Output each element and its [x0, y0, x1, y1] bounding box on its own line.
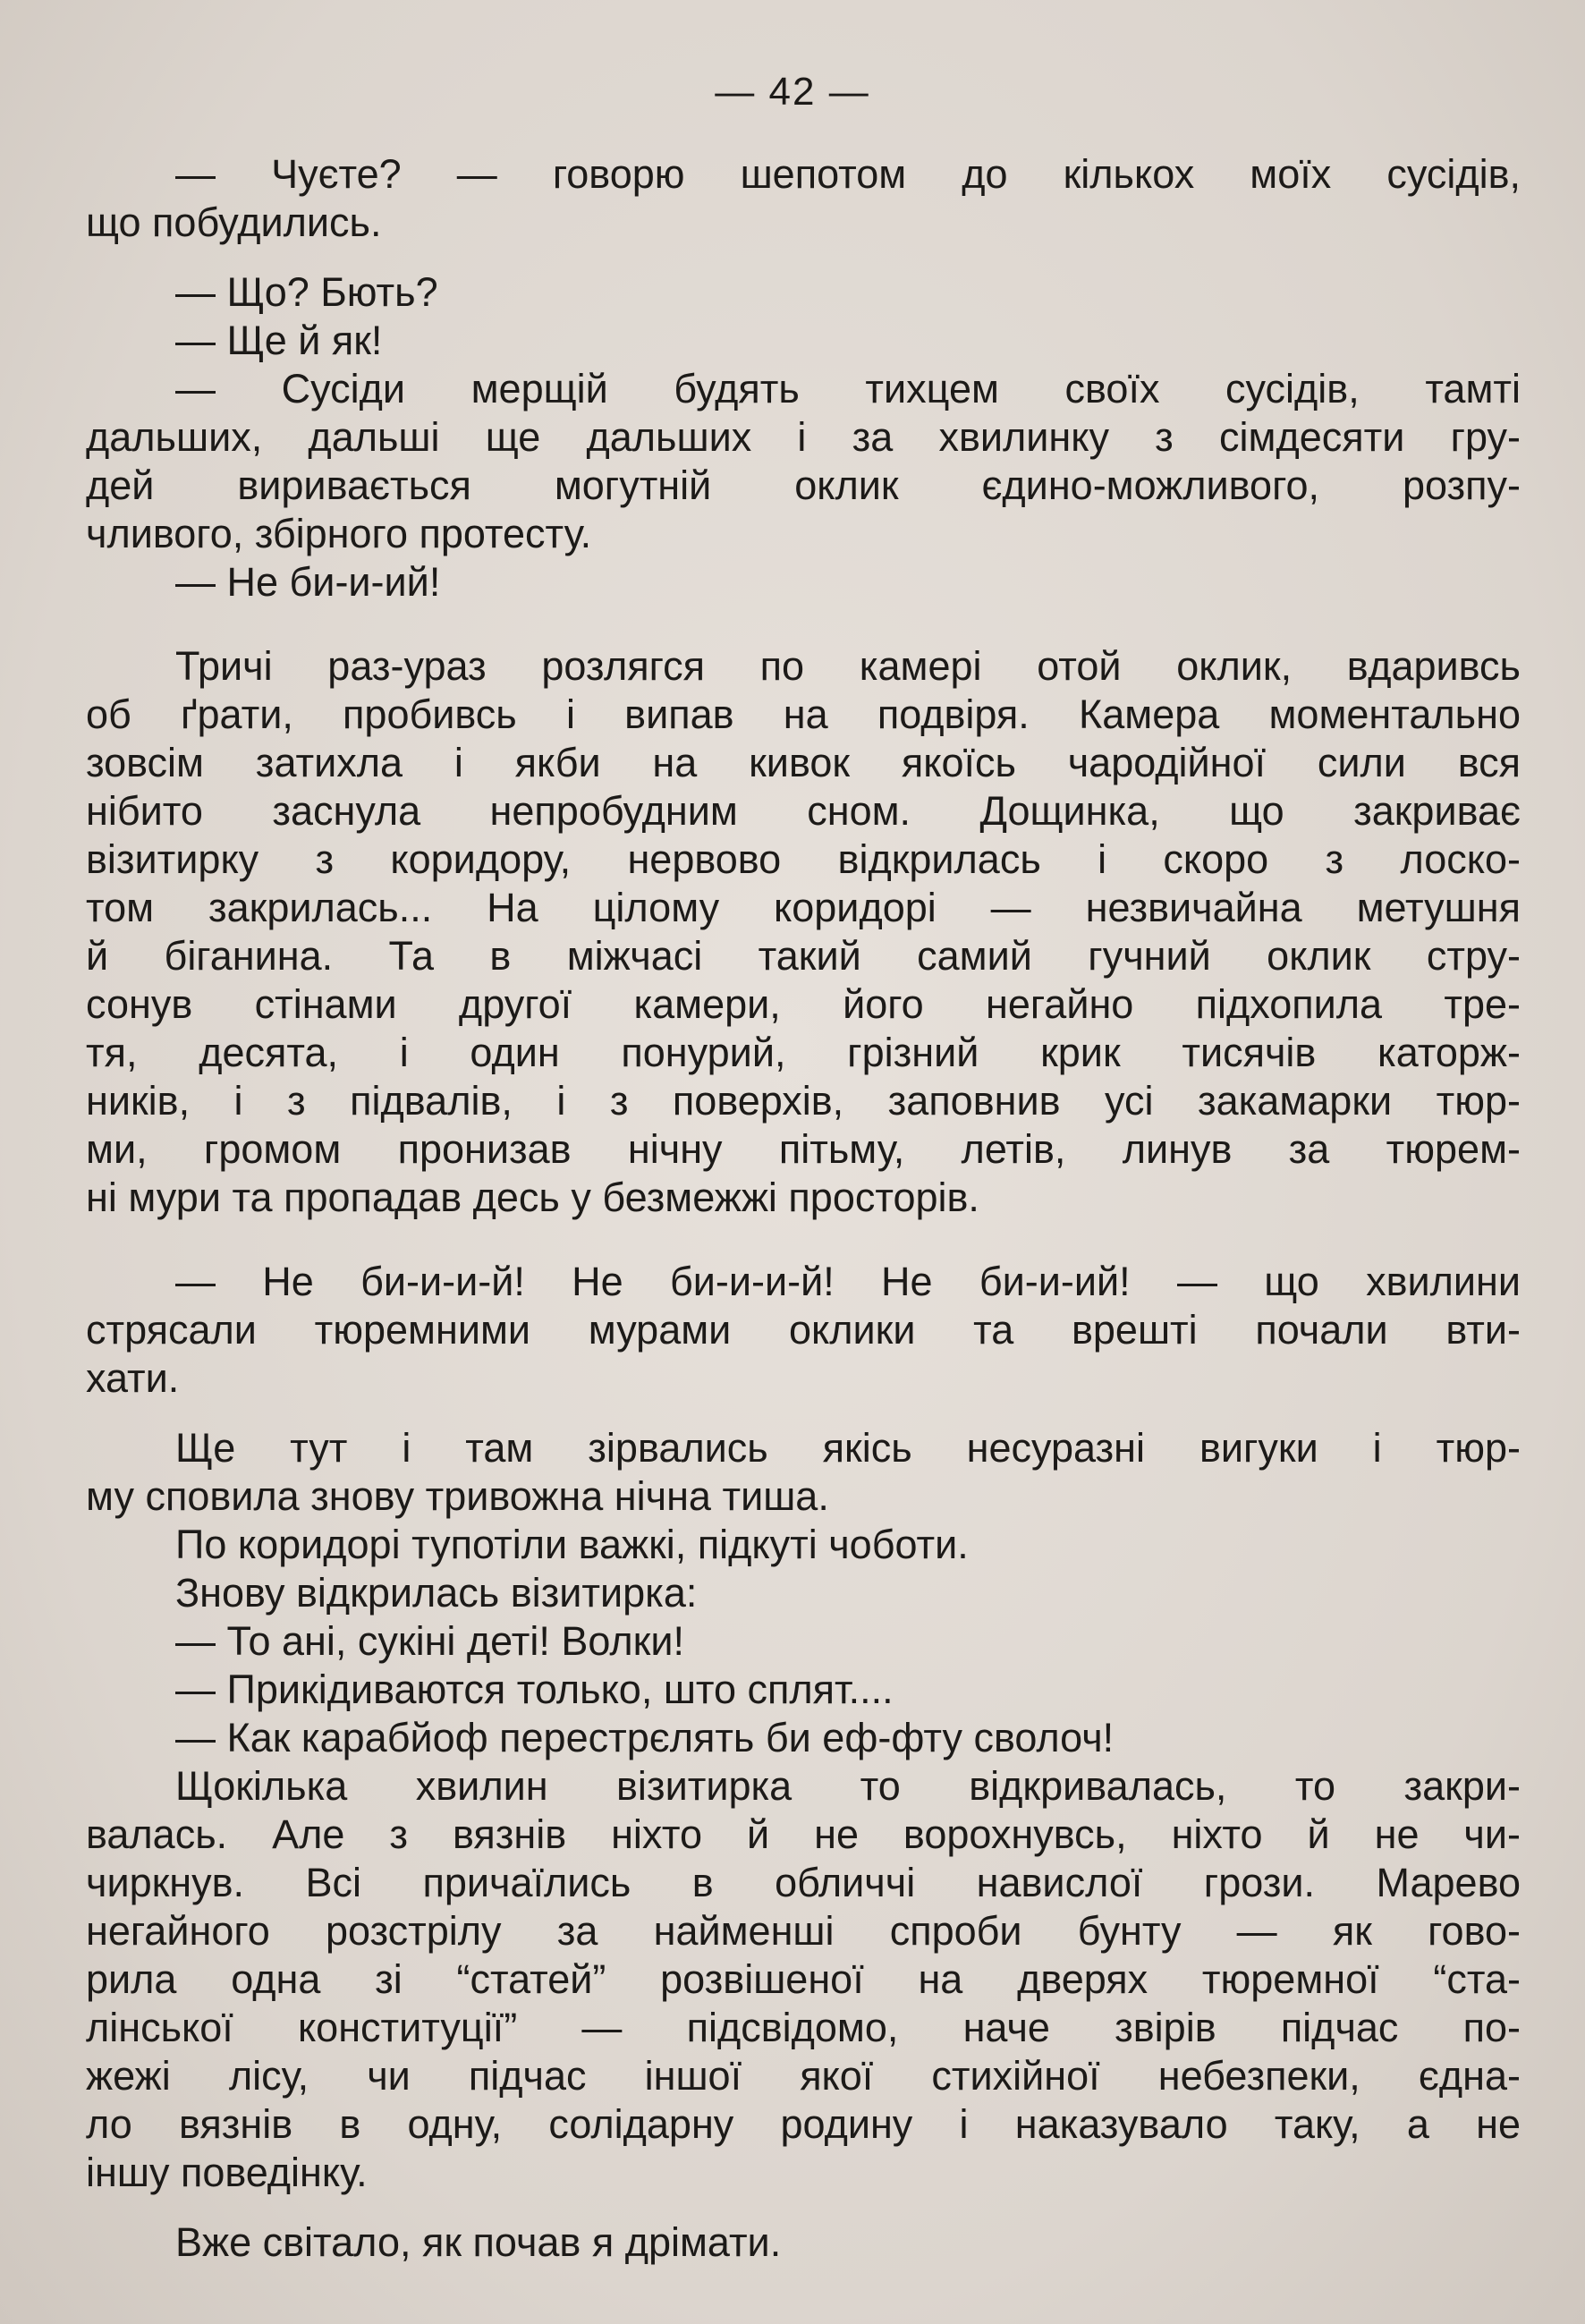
text-line: — Не би-и-и-й! Не би-и-и-й! Не би-и-ий! — що хвилини: [175, 1259, 1521, 1304]
text-line: ми, громом пронизав нічну пітьму, летів, линув за тюрем-: [86, 1126, 1521, 1172]
text-line: — Не би-и-ий!: [175, 559, 441, 605]
page-text: [86, 150, 1521, 2267]
text-line: чливого, збірного протесту.: [86, 511, 592, 556]
text-line: валась. Але з вязнів ніхто й не ворохнувсь, ніхто й не чи-: [86, 1811, 1521, 1857]
text-line: — Чуєте? — говорю шепотом до кількох моїх сусідів,: [175, 151, 1521, 197]
text-line: ників, і з підвалів, і з поверхів, заповнив усі закамарки тюр-: [86, 1078, 1521, 1124]
text-line: хати.: [86, 1355, 180, 1401]
text-line: Щокілька хвилин візитирка то відкривалась, то закри-: [175, 1763, 1521, 1809]
text-line: ло вязнів в одну, солідарну родину і наказувало таку, а не: [86, 2101, 1521, 2147]
text-line: Знову відкрилась візитирка:: [175, 1570, 698, 1616]
text-line: жежі лісу, чи підчас іншої якої стихійної небезпеки, єдна-: [86, 2053, 1521, 2099]
text-line: й біганина. Та в міжчасі такий самий гучний оклик стру-: [86, 933, 1521, 979]
text-line: — Що? Бють?: [175, 269, 438, 315]
text-line: — Сусіди мерщій будять тихцем своїх сусідів, тамті: [175, 366, 1521, 411]
text-line: нібито заснула непробудним сном. Дощинка, що закриває: [86, 788, 1521, 834]
text-line: тя, десята, і один понурий, грізний крик тисячів каторж-: [86, 1030, 1521, 1075]
text-line: дей виривається могутній оклик єдино-можливого, розпу-: [86, 462, 1521, 508]
text-line: ні мури та пропадав десь у безмежжі просторів.: [86, 1175, 979, 1220]
text-line: що побудились.: [86, 199, 382, 245]
text-line: сонув стінами другої камери, його негайно підхопила тре-: [86, 981, 1521, 1027]
text-line: Вже світало, як почав я дрімати.: [175, 2219, 782, 2265]
text-line: — Прикідиваются только, што сплят....: [175, 1667, 894, 1712]
text-line: рила одна зі “статей” розвішеної на дверях тюремної “ста-: [86, 1956, 1521, 2002]
text-line: негайного розстрілу за найменші спроби бунту — як гово-: [86, 1908, 1521, 1954]
text-line: об ґрати, пробивсь і випав на подвіря. Камера моментально: [86, 691, 1521, 737]
text-line: Ще тут і там зірвались якісь несуразні вигуки і тюр-: [175, 1425, 1521, 1471]
page-number: — 42 —: [715, 70, 870, 114]
text-line: візитирку з коридору, нервово відкрилась і скоро з лоско-: [86, 836, 1521, 882]
text-line: стрясали тюремними мурами оклики та врешті почали вти-: [86, 1307, 1521, 1353]
text-line: По коридорі тупотіли важкі, підкуті чоботи.: [175, 1522, 969, 1567]
text-line: чиркнув. Всі причаїлись в обличчі навислої грози. Марево: [86, 1860, 1521, 1905]
text-line: — Как карабйоф перестрєлять би еф-фту сволоч!: [175, 1715, 1115, 1760]
text-line: му сповила знову тривожна нічна тиша.: [86, 1473, 829, 1519]
text-line: — Ще й як!: [175, 318, 383, 363]
text-line: лінської конституції” — підсвідомо, наче звірів підчас по-: [86, 2005, 1521, 2050]
text-line: дальших, дальші ще дальших і за хвилинку з сімдесяти гру-: [86, 414, 1521, 460]
text-line: — То ані, сукіні деті! Волки!: [175, 1618, 684, 1664]
text-line: Тричі раз-ураз розлягся по камері отой оклик, вдаривсь: [175, 643, 1521, 689]
text-line: том закрилась... На цілому коридорі — незвичайна метушня: [86, 885, 1521, 930]
text-line: зовсім затихла і якби на кивок якоїсь чародійної сили вся: [86, 740, 1521, 785]
text-line: іншу поведінку.: [86, 2150, 368, 2195]
